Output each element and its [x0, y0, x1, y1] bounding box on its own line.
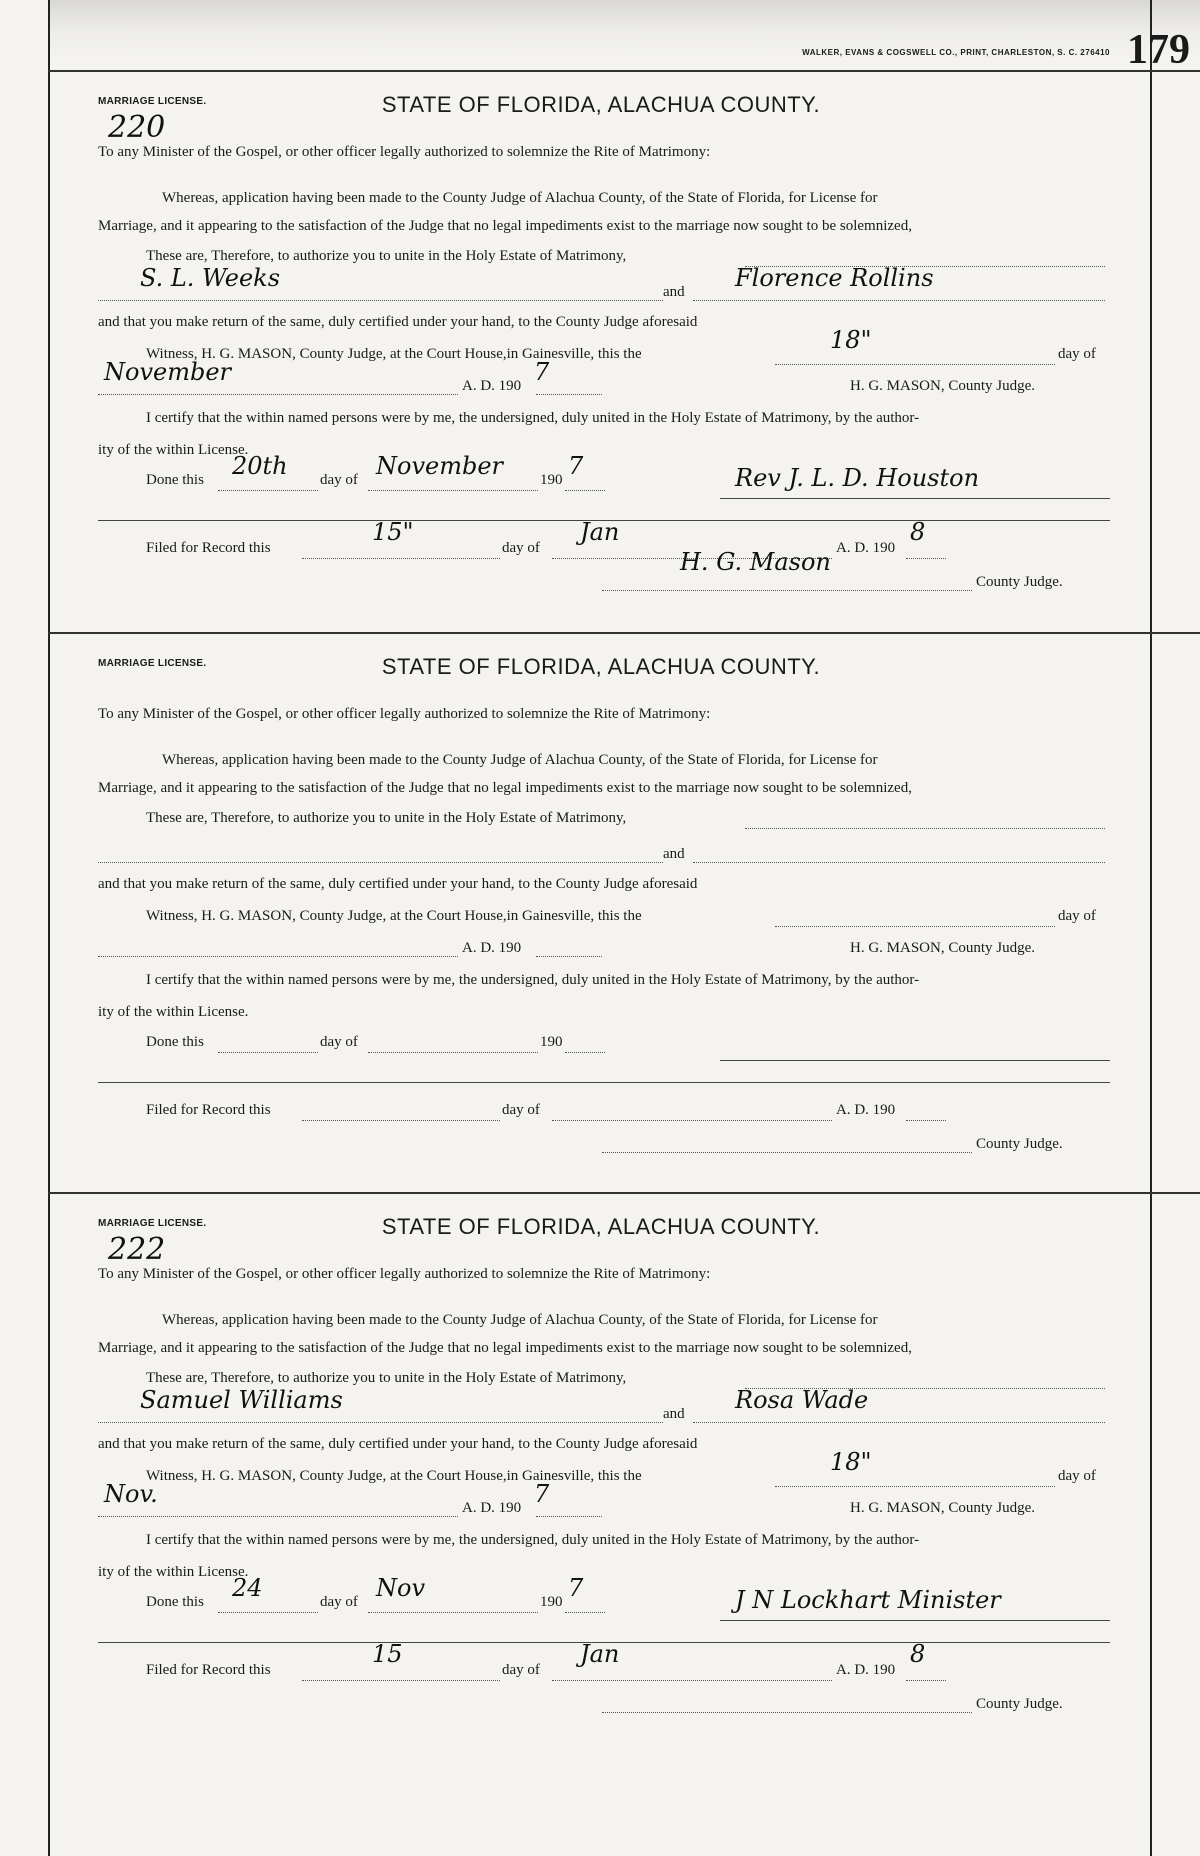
done-year: 7 [568, 452, 584, 480]
filed-year-line [906, 1664, 946, 1681]
whereas-text: Whereas, application having been made to the County Judge of Alachua County, of the State of Florida, for License for [162, 190, 878, 206]
done-year-line [565, 474, 605, 491]
ad-text: A. D. 190 [462, 940, 522, 956]
done-this-text: Done this [146, 1034, 204, 1050]
day-of-text: day of [320, 472, 358, 488]
done-month: Nov [376, 1574, 426, 1602]
license-title: STATE OF FLORIDA, ALACHUA COUNTY. [381, 1214, 821, 1239]
done-day-line [218, 1036, 318, 1053]
witness-month: Nov. [104, 1480, 158, 1508]
officiant-line [720, 1060, 1110, 1061]
ad-text: A. D. 190 [836, 1662, 896, 1678]
done-day: 20th [232, 452, 288, 480]
witness-year: 7 [534, 1480, 550, 1508]
license-title: STATE OF FLORIDA, ALACHUA COUNTY. [381, 92, 821, 117]
marriage-text: Marriage, and it appearing to the satisfaction of the Judge that no legal impediments exist to the marriage now sought to be solemnized, [98, 218, 912, 234]
divider-line [98, 1082, 1110, 1083]
county-judge-text: County Judge. [976, 1136, 1063, 1152]
salutation: To any Minister of the Gospel, or other officer legally authorized to solemnize the Rite of Matrimony: [98, 1266, 711, 1282]
done-month: November [376, 452, 504, 480]
day-of-text: day of [502, 540, 540, 556]
filed-day-line [302, 1104, 500, 1121]
witness-text: Witness, H. G. MASON, County Judge, at the Court House,in Gainesville, this the [146, 1468, 642, 1484]
done-month-line [368, 1036, 538, 1053]
ad-text: A. D. 190 [836, 540, 896, 556]
filed-year-line [906, 542, 946, 559]
witness-day-line [775, 910, 1055, 927]
witness-text: Witness, H. G. MASON, County Judge, at the Court House,in Gainesville, this the [146, 908, 642, 924]
license-2 [0, 632, 1200, 1192]
filed-year: 8 [910, 1640, 926, 1668]
year-text: 190 [540, 1034, 563, 1050]
year-line [536, 378, 602, 395]
day-of-text: day of [502, 1662, 540, 1678]
day-of-text: day of [502, 1102, 540, 1118]
filed-text: Filed for Record this [146, 540, 271, 556]
officiant-line [720, 1620, 1110, 1621]
ad-text: A. D. 190 [462, 1500, 522, 1516]
officiant-signature: Rev J. L. D. Houston [735, 464, 980, 492]
day-of-text: day of [320, 1594, 358, 1610]
done-year-line [565, 1596, 605, 1613]
witness-day: 18" [830, 326, 872, 354]
filed-day: 15" [372, 518, 414, 546]
bride-name: Florence Rollins [735, 264, 934, 292]
license-label: MARRIAGE LICENSE. [98, 1218, 207, 1229]
page-number: 179 [1127, 27, 1190, 73]
day-of-text: day of [1058, 346, 1096, 362]
license-label: MARRIAGE LICENSE. [98, 96, 207, 107]
ity-text: ity of the within License. [98, 1004, 249, 1020]
license-number: 220 [108, 110, 166, 145]
and-text: and [663, 284, 685, 300]
salutation: To any Minister of the Gospel, or other officer legally authorized to solemnize the Rite of Matrimony: [98, 706, 711, 722]
and-text: and [663, 1406, 685, 1422]
day-of-text: day of [320, 1034, 358, 1050]
county-judge-text: County Judge. [976, 1696, 1063, 1712]
judge-text: H. G. MASON, County Judge. [850, 1500, 1036, 1516]
witness-text: Witness, H. G. MASON, County Judge, at the Court House,in Gainesville, this the [146, 346, 642, 362]
witness-month: November [104, 358, 232, 386]
judge-sig-line [602, 1696, 972, 1713]
certify-text: I certify that the within named persons were by me, the undersigned, duly united in the Holy Estate of Matrimony, by the author- [146, 972, 920, 988]
filed-text: Filed for Record this [146, 1102, 271, 1118]
fill-line [745, 812, 1105, 829]
these-are-text: These are, Therefore, to authorize you to unite in the Holy Estate of Matrimony, [146, 248, 627, 264]
year-text: 190 [540, 472, 563, 488]
ad-text: A. D. 190 [836, 1102, 896, 1118]
officiant-signature: J N Lockhart Minister [735, 1586, 1001, 1614]
year-text: 190 [540, 1594, 563, 1610]
witness-year: 7 [534, 358, 550, 386]
done-this-text: Done this [146, 472, 204, 488]
filed-month: Jan [580, 1640, 620, 1668]
witness-day-line [775, 1470, 1055, 1487]
day-of-text: day of [1058, 1468, 1096, 1484]
printer-imprint: WALKER, EVANS & COGSWELL CO., PRINT, CHARLESTON, S. C. 276410 [802, 48, 1110, 57]
return-text: and that you make return of the same, duly certified under your hand, to the County Judge aforesaid [98, 876, 698, 892]
marriage-text: Marriage, and it appearing to the satisfaction of the Judge that no legal impediments exist to the marriage now sought to be solemnized, [98, 780, 912, 796]
certify-text: I certify that the within named persons were by me, the undersigned, duly united in the Holy Estate of Matrimony, by the author- [146, 1532, 920, 1548]
whereas-text: Whereas, application having been made to the County Judge of Alachua County, of the State of Florida, for License for [162, 752, 878, 768]
these-are-text: These are, Therefore, to authorize you to unite in the Holy Estate of Matrimony, [146, 1370, 627, 1386]
judge-signature: H. G. Mason [680, 548, 831, 576]
judge-text: H. G. MASON, County Judge. [850, 378, 1036, 394]
done-year-line [565, 1036, 605, 1053]
bride-line [693, 846, 1105, 863]
return-text: and that you make return of the same, duly certified under your hand, to the County Judge aforesaid [98, 314, 698, 330]
witness-month-line [98, 940, 458, 957]
license-title: STATE OF FLORIDA, ALACHUA COUNTY. [381, 654, 821, 679]
whereas-text: Whereas, application having been made to the County Judge of Alachua County, of the State of Florida, for License for [162, 1312, 878, 1328]
certify-text: I certify that the within named persons were by me, the undersigned, duly united in the Holy Estate of Matrimony, by the author- [146, 410, 920, 426]
filed-month: Jan [580, 518, 620, 546]
license-number: 222 [108, 1232, 166, 1267]
groom-name: Samuel Williams [140, 1386, 343, 1414]
these-are-text: These are, Therefore, to authorize you to unite in the Holy Estate of Matrimony, [146, 810, 627, 826]
judge-sig-line [602, 574, 972, 591]
license-label: MARRIAGE LICENSE. [98, 658, 207, 669]
county-judge-text: County Judge. [976, 574, 1063, 590]
groom-line [98, 846, 663, 863]
officiant-line [720, 498, 1110, 499]
ity-text: ity of the within License. [98, 442, 249, 458]
license-3 [0, 1192, 1200, 1752]
filed-year-line [906, 1104, 946, 1121]
filed-text: Filed for Record this [146, 1662, 271, 1678]
filed-year: 8 [910, 518, 926, 546]
done-this-text: Done this [146, 1594, 204, 1610]
witness-day: 18" [830, 1448, 872, 1476]
year-line [536, 1500, 602, 1517]
ad-text: A. D. 190 [462, 378, 522, 394]
filed-month-line [552, 1104, 832, 1121]
done-day: 24 [232, 1574, 263, 1602]
filed-day: 15 [372, 1640, 403, 1668]
and-text: and [663, 846, 685, 862]
return-text: and that you make return of the same, duly certified under your hand, to the County Judge aforesaid [98, 1436, 698, 1452]
done-year: 7 [568, 1574, 584, 1602]
ity-text: ity of the within License. [98, 1564, 249, 1580]
license-1 [0, 70, 1200, 630]
salutation: To any Minister of the Gospel, or other officer legally authorized to solemnize the Rite of Matrimony: [98, 144, 711, 160]
judge-sig-line [602, 1136, 972, 1153]
marriage-text: Marriage, and it appearing to the satisfaction of the Judge that no legal impediments exist to the marriage now sought to be solemnized, [98, 1340, 912, 1356]
judge-text: H. G. MASON, County Judge. [850, 940, 1036, 956]
bride-name: Rosa Wade [735, 1386, 869, 1414]
witness-day-line [775, 348, 1055, 365]
day-of-text: day of [1058, 908, 1096, 924]
groom-name: S. L. Weeks [140, 264, 281, 292]
year-line [536, 940, 602, 957]
